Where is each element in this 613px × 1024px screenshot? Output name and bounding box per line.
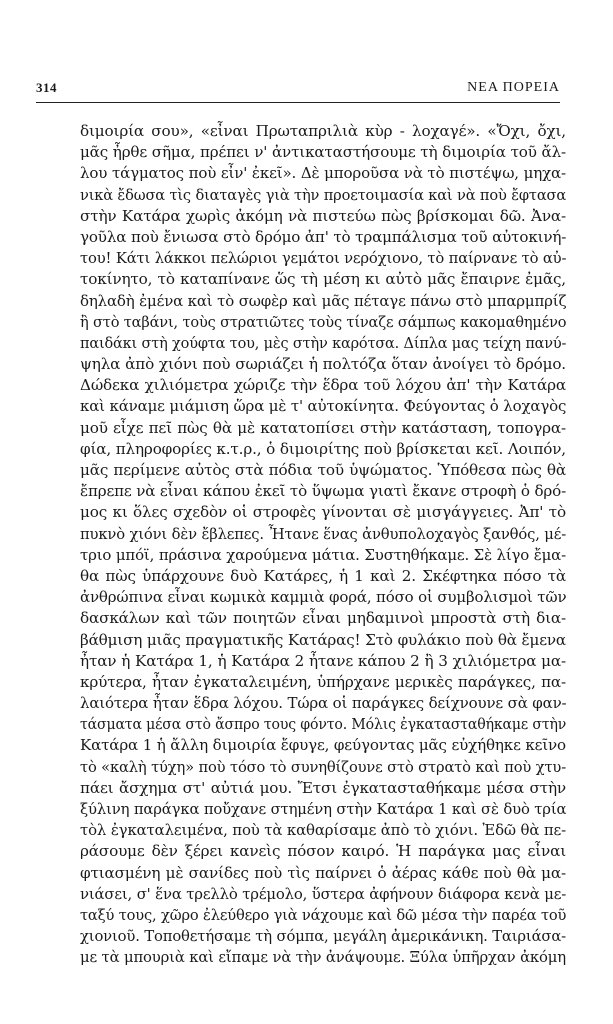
text-line: λαιότερα ἦταν ἕδρα λόχου. Τώρα οἱ παράγκες δείχνουνε σὰ φαν- <box>80 694 567 713</box>
text-line: ψηλα ἀπὸ χιόνι ποὺ σωριάζει ἡ πολτόζα ὅταν ἀνοίγει τὸ δρόμο. <box>80 355 566 374</box>
text-line: γοῦλα ποὺ ἔνιωσα στὸ δρόμο ἀπ' τὸ τραμπάλισμα τοῦ αὐτοκινή- <box>80 227 567 246</box>
running-title: ΝΕΑ ΠΟΡΕΙΑ <box>467 80 560 95</box>
text-line: ἀνθρώπινα εἶναι κωμικὰ καμμιὰ φορά, πόσο οἱ συμβολισμοὶ τῶν <box>80 588 567 607</box>
text-line: μᾶς ἦρθε σῆμα, πρέπει ν' ἀντικαταστήσουμε τὴ διμοιρία τοῦ ἄλ- <box>80 143 566 162</box>
text-line: δασκάλων καὶ τῶν ποιητῶν εἶναι μηδαμινοὶ μπροστὰ στὴ δια- <box>80 609 566 628</box>
text-line: παιδάκι στὴ χούφτα του, μὲς στὴν καρότσα. Δίπλα μας τείχη πανύ- <box>80 333 567 352</box>
text-line: πυκνὸ χιόνι δὲν ἔβλεπες. Ἦτανε ἕνας ἀνθυπολοχαγὸς ξανθός, μέ- <box>80 524 567 543</box>
text-line: ξύλινη παράγκα ποὔχανε στημένη στὴν Κατάρα 1 καὶ σὲ δυὸ τρία <box>80 800 567 818</box>
text-line: ταξύ τους, χῶρο ἐλεύθερο γιὰ νάχουμε καὶ δῶ μέσα τὴν παρέα τοῦ <box>80 905 567 924</box>
text-line: Δώδεκα χιλιόμετρα χώριζε τὴν ἕδρα τοῦ λόχου ἀπ' τὴν Κατάρα <box>80 376 566 395</box>
text-line: χιονιοῦ. Τοποθετήσαμε τὴ σόμπα, μεγάλη ἀμερικάνικη. Ταιριάσα- <box>80 927 566 946</box>
text-line: τοκίνητο, τὸ καταπίνανε ὥς τὴ μέση κι αὐτὸ μᾶς ἔπαιρνε ἐμᾶς, <box>80 270 566 289</box>
page-header <box>36 80 560 102</box>
text-line: τάσματα μέσα στὸ ἄσπρο τους φόντο. Μόλις ἐγκατασταθήκαμε στὴν <box>80 715 567 734</box>
text-line: μοῦ εἶχε πεῖ πὼς θὰ μὲ κατατοπίσει στὴν κατάσταση, τοπογρα- <box>80 418 566 437</box>
text-line: ἦταν ἡ Κατάρα 1, ἡ Κατάρα 2 ἦτανε κάπου 2 ἢ 3 χιλιόμετρα μα- <box>80 651 566 670</box>
text-line: δηλαδὴ ἐμένα καὶ τὸ σωφὲρ καὶ μᾶς πέταγε πάνω στὸ μπαρμπρίζ <box>80 291 567 310</box>
text-line: του! Κάτι λάκκοι πελώριοι γεμάτοι νερόχιονο, τὸ παίρνανε τὸ αὐ- <box>80 249 567 268</box>
header-rule <box>36 102 560 103</box>
text-line: ράσουμε δὲν ξέρει κανεὶς πόσον καιρό. Ἡ παράγκα μας εἶναι <box>80 842 566 861</box>
text-line: τὸ «καλὴ τύχη» ποὺ τόσο τὸ συνηθίζουνε στὸ στρατὸ καὶ ποὺ χτυ- <box>80 757 567 776</box>
text-line: κρύτερα, ἦταν ἐγκαταλειμένη, ὑπήρχανε μερικὲς παράγκες, πα- <box>80 672 566 691</box>
text-line: καὶ κάναμε μιάμιση ὥρα μὲ τ' αὐτοκίνητα. Φεύγοντας ὁ λοχαγὸς <box>80 397 567 416</box>
text-line: νιάσει, σ' ἕνα τρελλὸ τρέμολο, ὕστερα ἀφήνουν διάφορα κενὰ με- <box>80 884 567 903</box>
page-number: 314 <box>36 80 57 95</box>
text-line: πάει ἄσχημα στ' αὐτιά μου. Ἔτσι ἐγκατασταθήκαμε μέσα στὴν <box>80 778 566 797</box>
text-line: μᾶς περίμενε αὐτὸς στὰ πόδια τοῦ ὑψώματος. Ὑπόθεσα πὼς θὰ <box>80 461 566 479</box>
body-text <box>80 121 566 969</box>
text-line: φτιασμένη μὲ σανίδες ποὺ τὶς παίρνει ὁ ἀέρας κάθε ποὺ θὰ μα- <box>80 863 566 882</box>
text-line: ἢ στὸ ταβάνι, τοὺς στρατιῶτες τοὺς τίναζε σάμπως κακομαθημένο <box>80 312 567 331</box>
text-line: ἔπρεπε νὰ εἶναι κάπου ἐκεῖ τὸ ὕψωμα γιατὶ ἔκανε στροφὴ ὁ δρό- <box>80 482 567 501</box>
text-line: με τὰ μπουριὰ καὶ εἴπαμε νὰ τὴν ἀνάψουμε. Ξύλα ὑπῆρχαν ἀκόμη <box>80 948 566 967</box>
text-line: βάθμιση μιᾶς πραγματικῆς Κατάρας! Στὸ φυλάκιο ποὺ θὰ ἔμενα <box>80 630 566 649</box>
text-line: Κατάρα 1 ἡ ἄλλη διμοιρία ἔφυγε, φεύγοντας μᾶς εὐχήθηκε κεῖνο <box>80 736 566 755</box>
text-line: στὴν Κατάρα χωρὶς ἀκόμη νὰ πιστεύω πὼς βρίσκομαι δῶ. Ἀνα- <box>80 206 566 225</box>
text-line: φία, πληροφορίες κ.τ.ρ., ὁ διμοιρίτης ποὺ βρίσκεται κεῖ. Λοιπόν, <box>80 439 566 458</box>
text-line: μος κι ὅλες σχεδὸν οἱ στροφὲς γίνονται σὲ μισγάγγειες. Ἀπ' τὸ <box>80 503 566 522</box>
text-line: λου τάγματος ποὺ εἶν' ἐκεῖ». Δὲ μποροῦσα νὰ τὸ πιστέψω, μηχα- <box>80 164 566 183</box>
text-line: νικὰ ἔδωσα τὶς διαταγὲς γιὰ τὴν προετοιμασία καὶ νὰ ποὺ ἔφτασα <box>80 185 567 204</box>
text-line: τὸλ ἐγκαταλειμένα, ποὺ τὰ καθαρίσαμε ἀπὸ τὸ χιόνι. Ἐδῶ θὰ πε- <box>80 821 566 840</box>
text-line: θα πὼς ὑπάρχουνε δυὸ Κατάρες, ἡ 1 καὶ 2. Σκέφτηκα πόσο τὰ <box>80 566 566 585</box>
text-line: διμοιρία σου», «εἶναι Πρωταπριλιὰ κὺρ - λοχαγέ». «Ὄχι, ὄχι, <box>80 122 566 140</box>
text-line: τριο μπόϊ, πράσινα χαρούμενα μάτια. Συστηθήκαμε. Σὲ λίγο ἔμα- <box>80 545 566 564</box>
